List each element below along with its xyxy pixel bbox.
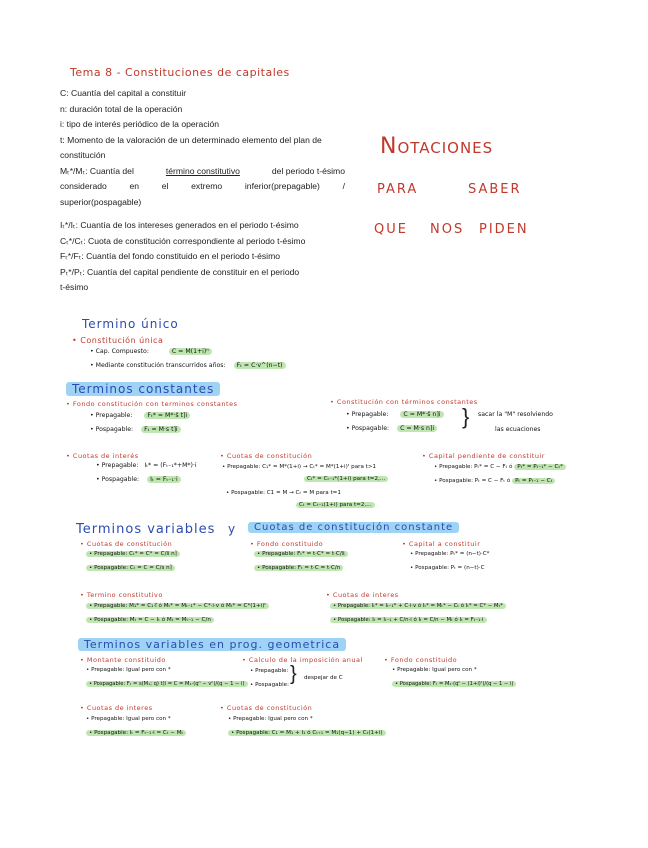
subheading-fondo-constituido: • Fondo constituido [384,656,458,664]
notation-term-a: Mₜ*/Mₜ: Cuantía del [60,165,134,176]
formula: Fₜ* = M*·s̈ t⌉i [144,412,190,419]
heading-highlight: Cuotas de constitución constante [248,522,459,533]
side-note-word: para [377,176,419,198]
line-termino-pospagable [86,617,214,623]
word: / [342,181,345,191]
line-ci-pospagable [96,476,181,483]
line-cpc-prepagable [434,464,566,470]
notation-quota: Cₜ*/Cₜ: Cuota de constitución correspondiente al periodo t-ésimo [60,235,306,246]
formula: Cₜ = Cₜ₋₁(1+i) para t=2,... [296,502,375,508]
subheading-cuotas-interes: • Cuotas de interes [80,704,153,712]
line-fondo-pospagable [254,565,343,571]
label: • Pospagable: [434,478,473,484]
subheading-fondo: • Fondo constituido [250,540,324,548]
line-montante-prepagable: • Prepagable: Igual pero con * [86,667,171,673]
heading-connector-y: y [228,522,237,536]
line-cpc-pospagable [434,478,555,484]
side-note-word: saber [468,176,522,198]
line-imposicion-prepagable: • Prepagable: [250,668,289,674]
formula: • Pospagable: Fₜ = t·C = t·C/n [254,565,343,571]
formula: • Prepagable: Fₜ* = t·C* = t·C/s̈ [254,551,348,557]
subheading-cuotas: • Cuotas de constitución [80,540,173,548]
formula: • Prepagable: Iₜ* = Iₜ₋₁* + C·i·v ó Iₜ* = Mₜ* − Cₜ ó Iₜ* = C* − Mₜ* [330,603,506,609]
notation-duration: n: duración total de la operación [60,103,183,114]
label: • Mediante constitución transcurridos años: [90,362,226,369]
label: • Pospagable: [226,490,265,496]
side-note-word: nos [430,216,465,238]
label: • Prepagable: [346,411,389,418]
formula: • Pospagable: Fₜ = s(M₁; q) t⌉i = C = M₁·(qⁿ − vⁿ)/(q − 1 − i) [86,681,248,687]
brace-symbol: } [462,404,470,429]
line-montante-pospagable [86,681,248,687]
line-fondo-prepagable [90,412,190,419]
formula: Pₜ = C − Fₜ [474,478,506,484]
notation-term-line2 [60,179,345,195]
notation-fund: Fₜ*/Fₜ: Cuantía del fondo constituido en el periodo t-ésimo [60,251,281,261]
line-cuotas-pospagable [86,565,175,571]
subheading-cuotas-constitucion: • Cuotas de constitución [220,704,313,712]
line-fondo-prepagable [254,551,348,557]
label: • Prepagable: [222,464,261,470]
connector: ó [509,464,513,470]
word: el [161,181,169,191]
subheading-fondo: • Fondo constitución con terminos constantes [66,400,238,408]
notation-pending-cont: t-ésimo [60,282,89,292]
subheading-termino-constitutivo: • Termino constitutivo [80,591,163,599]
line-ci-prepagable [96,462,197,469]
section-heading-cuotas-constantes [248,522,459,533]
formula: C1 = M [266,490,288,496]
notation-moment-cont: constitución [60,150,106,160]
subheading-cuotas-constitucion: • Cuotas de constitución [220,452,313,460]
formula: • Prepagable: M₁* = C₁·i⃗ ó Mₜ* = Mₜ₋₁* − C*·i·v ó Mₜ* = C*(1+i)ᵗ [86,603,269,609]
line-cc-prepagable-b [304,476,388,482]
formula: Cₜ* = Cₜ₋₁*(1+i) para t=2,... [304,476,388,482]
formula: • Pospagable: Iₜ = Iₜ₋₁ + C/n·i ó Iₜ = C/n − Mₜ ó Iₜ = Fₜ₋₁·i [330,617,487,623]
heading-highlight: Terminos constantes [66,382,220,396]
subheading-constitucion: • Constitución con términos constantes [330,398,478,406]
note-ecuaciones: las ecuaciones [495,426,541,433]
line-fondo-prepagable: • Prepagable: Igual pero con * [392,667,477,673]
formula: Fₜ = M·s t⌉i [141,426,181,433]
subheading-cuotas-interes: • Cuotas de interes [326,591,399,599]
connector: ó [506,478,511,484]
section-heading-terminos-constantes [66,382,220,396]
formula: • Pospagable: Fₜ = M₁·(qᵗ − (1+i)ᵗ)/(q − 1 − i) [392,681,516,687]
formula: C = M*·s̈ n⌉i [400,411,443,418]
formula: • Pospagable: Mₜ = C − Iₜ ó Mₜ = Mₜ₋₁ − C/n [86,617,214,623]
notations-block [60,86,345,296]
section-heading-termino-unico: Termino único [82,317,179,331]
section-heading-prog-geometrica [78,638,346,651]
line-cap-compuesto [90,348,212,355]
notation-term [60,164,345,180]
heading-highlight: Terminos variables en prog. geometrica [78,638,346,651]
word: extremo [191,181,223,191]
formula: Iₜ = Fₜ₋₁·i [147,476,181,483]
page-title: Tema 8 - Constituciones de capitales [70,66,290,79]
formula: • Pospagable: Cₜ = C = C/s n⌉ [86,565,175,571]
line-fondo-pospagable [392,681,516,687]
line-ci-pospagable [86,730,186,736]
line-capital-prepagable: • Prepagable: Pₜ* = (n−t)·C* [410,551,490,557]
formula: C = M(1+i)ⁿ [169,348,212,355]
label: • Prepagable: [90,412,133,419]
formula: Fₜ = C·v^(n−t) [234,362,286,369]
subheading-imposicion-anual: • Calculo de la imposición anual [242,656,363,664]
formula: Iₜ* = (Fₜ₋₁*+M*)·i [144,462,197,469]
line-mediante [90,362,286,369]
line-fondo-pospagable [90,426,181,433]
subheading-capital: • Capital a constituir [402,540,481,548]
line-cc-prepagable [222,464,376,470]
formula-arrow: → Cₜ* = M*(1+i)ᵗ para t>1 [302,464,377,470]
section-heading-terminos-variables: Terminos variables [76,522,216,537]
formula: • Pospagable: C₁ = M₁ + I₁ ó Cₜ₊₁ = M₁(q−1) + Cₜ(1+i) [228,730,386,736]
subheading-montante: • Montante constituido [80,656,166,664]
formula: • Prepagable: Cₜ* = C* = C/s̈ n⌉ [86,551,180,557]
line-const-prepagable [346,411,444,418]
label: • Pospagable: [90,426,134,433]
side-note-title: Notaciones [380,134,494,159]
word: en [129,181,140,191]
formula: Pₜ* = C − Fₜ [474,464,508,470]
notation-pending: Pₜ*/Pₜ: Cuantía del capital pendiente de constituir en el periodo [60,266,300,277]
notation-term-c: del periodo t-ésimo [271,165,345,176]
note-sacar-m: sacar la "M" resolviendo [478,411,553,418]
label: • Pospagable: [346,425,390,432]
line-cuotas-prepagable [86,551,180,557]
notation-term-b: término constitutivo [165,165,240,176]
note-despejar: despejar de C [304,675,343,681]
line-imposicion-pospagable: • Pospagable: [250,682,289,688]
label: • Prepagable: [434,464,473,470]
line-interes-pospagable [330,617,487,623]
formula-arrow: → Cₜ = M para t=1 [289,490,341,496]
formula: Pₜ = Pₜ₋₁ − Cₜ [512,478,555,484]
notation-capital: C: Cuantía del capital a constituir [60,88,187,98]
side-note-word: piden [479,216,529,238]
subheading-cuotas-interes: • Cuotas de interés [66,452,139,460]
subheading-constitucion-unica: • Constitución única [72,336,164,345]
word: considerado [60,181,107,191]
line-cc-pospagable [228,730,386,736]
formula: • Pospagable: Iₜ = Fₜ₋₁·i = Cₜ − Mₜ [86,730,186,736]
label: • Cap. Compuesto: [90,348,149,355]
word: inferior(prepagable) [244,181,320,191]
brace-symbol: } [290,663,297,685]
formula: C₁* = M*(1+i) [262,464,302,470]
line-const-pospagable [346,425,437,432]
line-cc-pospagable-b [296,502,375,508]
notation-interest-rate: i: tipo de interés periódico de la operación [60,119,220,129]
line-capital-pospagable: • Pospagable: Pₜ = (n−t)·C [410,565,485,571]
notation-interests: Iₜ*/Iₜ: Cuantía de los intereses generados en el periodo t-ésimo [60,220,299,230]
line-cc-prepagable: • Prepagable: Igual pero con * [228,716,313,722]
notation-moment: t: Momento de la valoración de un determinado elemento del plan de [60,134,322,145]
side-note-word: que [374,216,408,238]
notation-term-line3: superior(pospagable) [60,196,142,207]
line-termino-prepagable [86,603,269,609]
formula: Pₜ* = Pₜ₋₁* − Cₜ* [514,464,566,470]
label: • Prepagable: [96,462,139,469]
line-cc-pospagable [226,490,341,496]
formula: C = M·s n⌉i [397,425,437,432]
line-interes-prepagable [330,603,506,609]
subheading-capital-pendiente: • Capital pendiente de constituir [422,452,545,460]
label: • Pospagable: [96,476,140,483]
line-ci-prepagable: • Prepagable: Igual pero con * [86,716,171,722]
